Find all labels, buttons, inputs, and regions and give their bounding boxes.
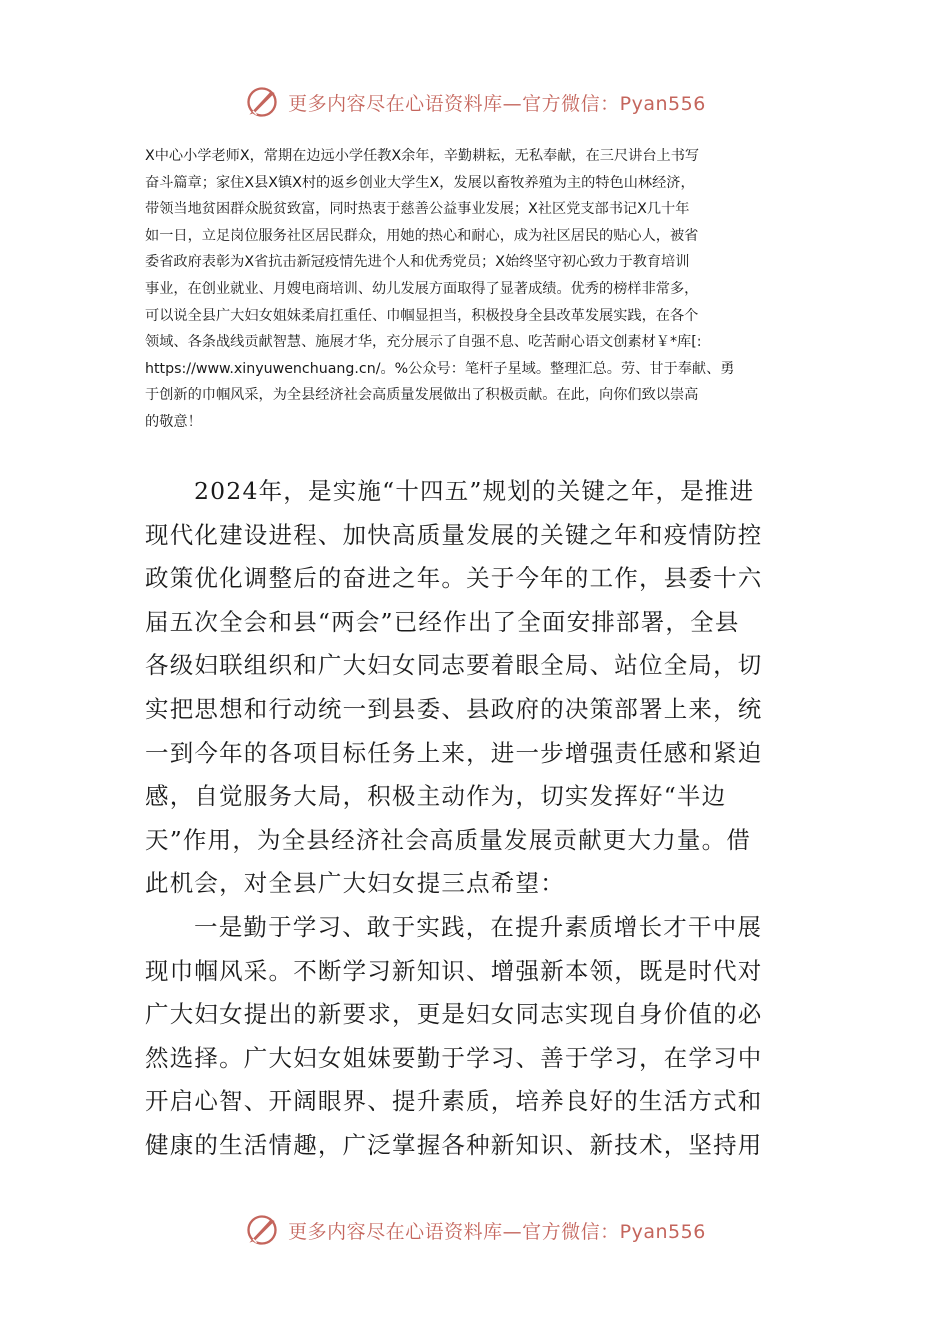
paragraph-1-line: 届五次全会和县“两会”已经作出了全面安排部署，全县: [145, 607, 740, 636]
text-line: 领域、各条战线贡献智慧、施展才华，充分展示了自强不息、吃苦耐心语文创素材￥*库[:: [145, 334, 702, 351]
text-line: 奋斗篇章；家住X县X镇X村的返乡创业大学生X，发展以畜牧养殖为主的特色山林经济，: [145, 174, 695, 191]
text-line: 事业，在创业就业、月嫂电商培训、幼儿发展方面取得了显著成绩。优秀的榜样非常多，: [145, 280, 699, 297]
paragraph-1-line: 感，自觉服务大局，积极主动作为，切实发挥好“半边: [145, 782, 727, 811]
footer-banner: [0, 1210, 950, 1250]
paragraph-2-line: 广大妇女提出的新要求，更是妇女同志实现自身价值的必: [145, 1000, 763, 1029]
quill-logo-icon: [244, 1212, 280, 1248]
paragraph-1-line: 天”作用，为全县经济社会高质量发展贡献更大力量。借: [145, 825, 752, 854]
text-line: 如一日，立足岗位服务社区居民群众，用她的热心和耐心，成为社区居民的贴心人，被省: [145, 227, 699, 244]
banner-text: 更多内容尽在心语资料库—官方微信：Pyan556: [288, 92, 706, 115]
paragraph-1-line: 政策优化调整后的奋进之年。关于今年的工作，县委十六: [145, 564, 763, 593]
paragraph-1-line: 2024年，是实施“十四五”规划的关键之年，是推进: [194, 477, 755, 505]
paragraph-2-line: 然选择。广大妇女姐妹要勤于学习、善于学习，在学习中: [145, 1043, 763, 1072]
text-line: 的敬意！: [145, 413, 202, 430]
paragraph-2-line: 健康的生活情趣，广泛掌握各种新知识、新技术，坚持用: [145, 1130, 763, 1159]
main-body: [145, 470, 810, 1168]
text-line: X中心小学老师X，常期在边远小学任教X余年，辛勤耕耘，无私奉献，在三尺讲台上书写: [145, 148, 700, 164]
paragraph-1-line: 一到今年的各项目标任务上来，进一步增强责任感和紧迫: [145, 738, 763, 767]
banner-text: 更多内容尽在心语资料库—官方微信：Pyan556: [288, 1220, 706, 1243]
paragraph-1-line: 此机会，对全县广大妇女提三点希望：: [145, 869, 565, 898]
header-banner: [0, 82, 950, 122]
text-line-url: https://www.xinyuwenchuang.cn/。%公众号：笔杆子星域。整理汇总。劳、甘于奉献、勇: [145, 360, 735, 377]
paragraph-1-line: 各级妇联组织和广大妇女同志要着眼全局、站位全局，切: [145, 651, 763, 680]
paragraph-2-line: 一是勤于学习、敢于实践，在提升素质增长才干中展: [194, 912, 763, 941]
paragraph-1-line: 实把思想和行动统一到县委、县政府的决策部署上来，统: [145, 694, 763, 723]
text-line: 带领当地贫困群众脱贫致富，同时热衷于慈善公益事业发展；X社区党支部书记X几十年: [145, 201, 690, 218]
paragraph-2-line: 现巾帼风采。不断学习新知识、增强新本领，既是时代对: [145, 956, 763, 985]
quill-logo-icon: [244, 84, 280, 120]
text-line: 可以说全县广大妇女姐妹柔肩扛重任、巾帼显担当，积极投身全县改革发展实践，在各个: [145, 307, 699, 324]
paragraph-2-line: 开启心智、开阔眼界、提升素质，培养良好的生活方式和: [145, 1087, 763, 1116]
text-line: 于创新的巾帼风采，为全县经济社会高质量发展做出了积极贡献。在此，向你们致以崇高: [145, 387, 699, 404]
paragraph-1-line: 现代化建设进程、加快高质量发展的关键之年和疫情防控: [145, 520, 763, 549]
text-line: 委省政府表彰为X省抗击新冠疫情先进个人和优秀党员；X始终坚守初心致力于教育培训: [145, 254, 690, 271]
quoted-paragraph: [145, 143, 810, 436]
